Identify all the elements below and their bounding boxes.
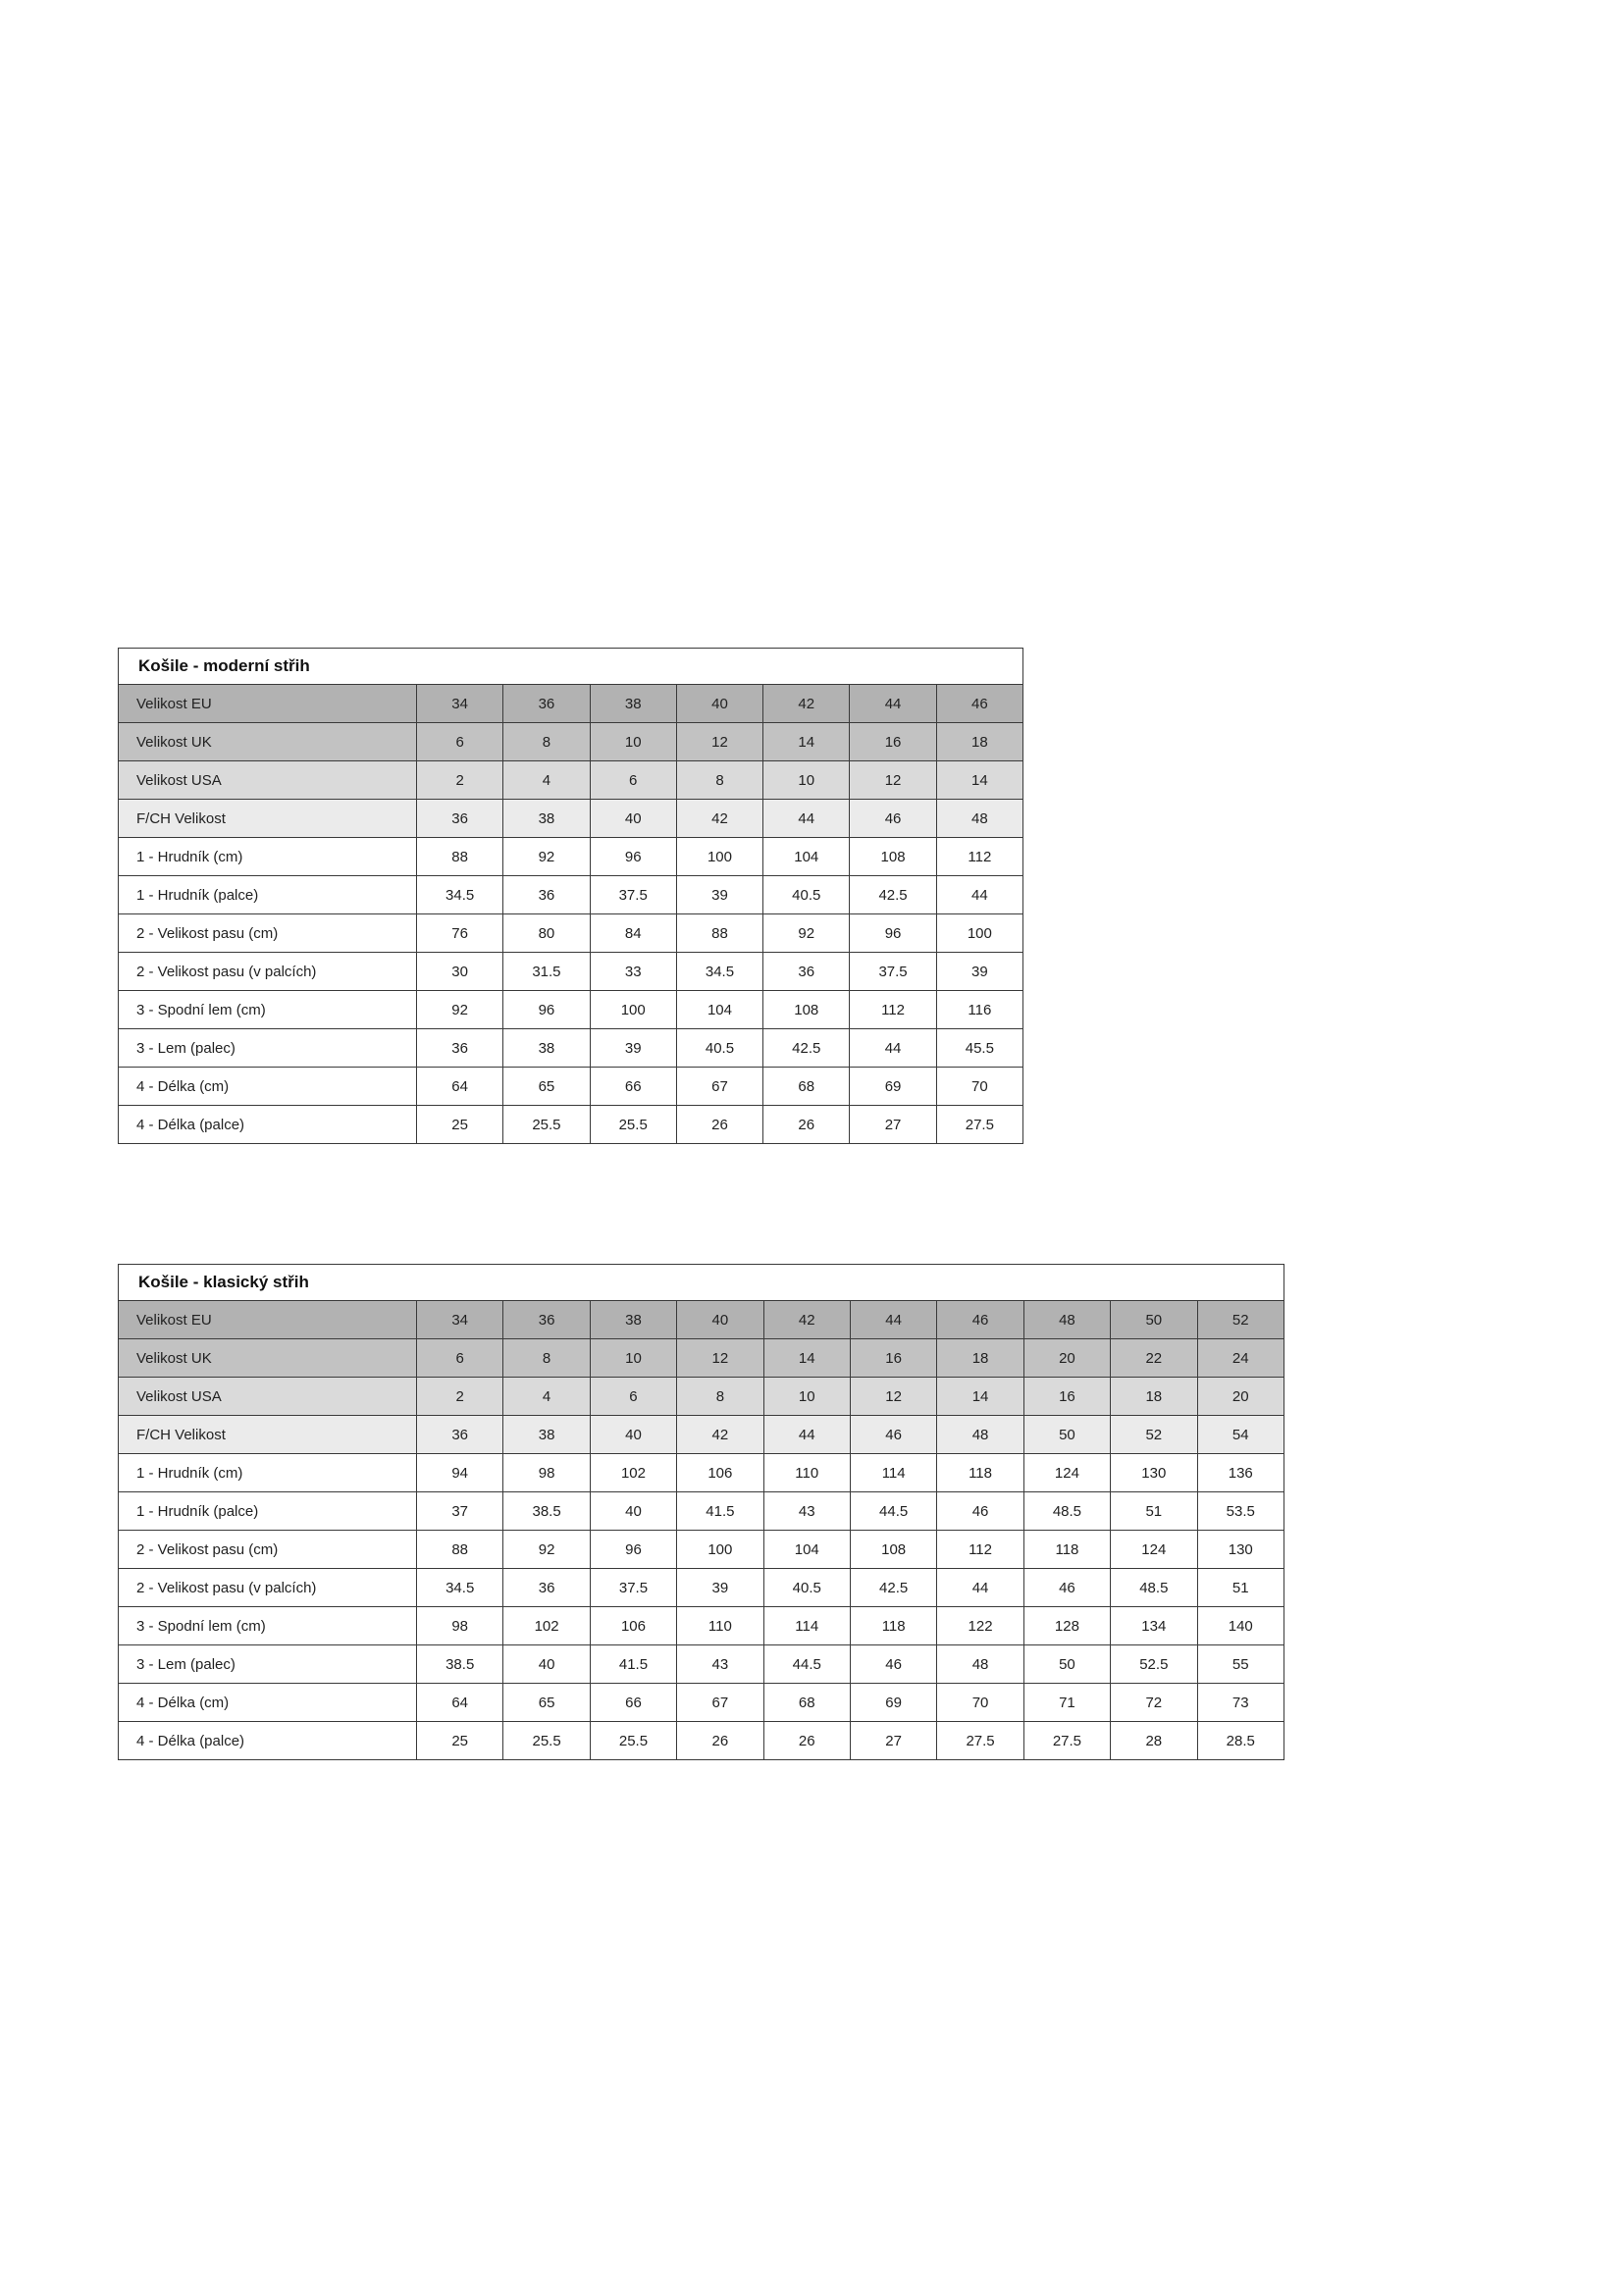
table-cell: 31.5 xyxy=(503,953,590,991)
table-cell: 92 xyxy=(417,991,503,1029)
table-title-row xyxy=(119,1265,1284,1301)
table-cell: 12 xyxy=(677,1339,763,1378)
table-cell: 18 xyxy=(937,1339,1023,1378)
row-label: 2 - Velikost pasu (v palcích) xyxy=(119,953,417,991)
table-cell: 10 xyxy=(763,1378,850,1416)
table-cell: 84 xyxy=(590,914,676,953)
table-cell: 14 xyxy=(937,1378,1023,1416)
table-cell: 69 xyxy=(850,1684,936,1722)
table-cell: 18 xyxy=(936,723,1022,761)
table-cell: 48.5 xyxy=(1111,1569,1197,1607)
table-cell: 118 xyxy=(937,1454,1023,1492)
measurement-row xyxy=(119,991,1023,1029)
table-cell: 46 xyxy=(1023,1569,1110,1607)
table-cell: 130 xyxy=(1197,1531,1283,1569)
table-cell: 6 xyxy=(417,1339,503,1378)
table-cell: 112 xyxy=(936,838,1022,876)
table-cell: 27.5 xyxy=(1023,1722,1110,1760)
table-cell: 108 xyxy=(850,838,936,876)
table-cell: 92 xyxy=(763,914,850,953)
size-table-modern-fit xyxy=(118,648,1023,1144)
table-cell: 68 xyxy=(763,1068,850,1106)
table-cell: 42 xyxy=(677,1416,763,1454)
table-cell: 27.5 xyxy=(937,1722,1023,1760)
table-cell: 44 xyxy=(850,1029,936,1068)
table-cell: 70 xyxy=(936,1068,1022,1106)
table-cell: 42.5 xyxy=(850,876,936,914)
table-cell: 36 xyxy=(763,953,850,991)
table-cell: 43 xyxy=(677,1645,763,1684)
table-cell: 34.5 xyxy=(676,953,762,991)
size-table-body xyxy=(119,649,1023,1144)
measurement-row xyxy=(119,1684,1284,1722)
table-cell: 124 xyxy=(1023,1454,1110,1492)
table-cell: 88 xyxy=(417,838,503,876)
table-cell: 40 xyxy=(676,685,762,723)
table-cell: 104 xyxy=(763,838,850,876)
table-cell: 100 xyxy=(676,838,762,876)
table-cell: 26 xyxy=(763,1722,850,1760)
table-cell: 34.5 xyxy=(417,1569,503,1607)
table-cell: 50 xyxy=(1023,1416,1110,1454)
table-cell: 8 xyxy=(676,761,762,800)
table-cell: 96 xyxy=(503,991,590,1029)
table-cell: 25.5 xyxy=(590,1106,676,1144)
table-cell: 116 xyxy=(936,991,1022,1029)
table-cell: 37.5 xyxy=(590,1569,676,1607)
table-cell: 41.5 xyxy=(677,1492,763,1531)
table-cell: 44 xyxy=(936,876,1022,914)
table-cell: 64 xyxy=(417,1684,503,1722)
row-label: 3 - Lem (palec) xyxy=(119,1645,417,1684)
table-cell: 100 xyxy=(677,1531,763,1569)
measurement-row xyxy=(119,1068,1023,1106)
table-cell: 65 xyxy=(503,1068,590,1106)
table-cell: 6 xyxy=(417,723,503,761)
table-cell: 44.5 xyxy=(763,1645,850,1684)
table-cell: 124 xyxy=(1111,1531,1197,1569)
table-cell: 27.5 xyxy=(936,1106,1022,1144)
table-cell: 108 xyxy=(763,991,850,1029)
size-row-uk xyxy=(119,1339,1284,1378)
table-cell: 48 xyxy=(936,800,1022,838)
table-cell: 10 xyxy=(763,761,850,800)
table-cell: 28 xyxy=(1111,1722,1197,1760)
table-cell: 46 xyxy=(936,685,1022,723)
table-title: Košile - moderní střih xyxy=(119,649,1023,685)
row-label: Velikost EU xyxy=(119,685,417,723)
table-cell: 25.5 xyxy=(590,1722,676,1760)
table-cell: 36 xyxy=(417,800,503,838)
table-cell: 42.5 xyxy=(763,1029,850,1068)
table-cell: 48 xyxy=(1023,1301,1110,1339)
table-cell: 69 xyxy=(850,1068,936,1106)
size-row-eu xyxy=(119,1301,1284,1339)
row-label: 4 - Délka (cm) xyxy=(119,1684,417,1722)
table-cell: 40 xyxy=(590,1492,676,1531)
table-cell: 42.5 xyxy=(850,1569,936,1607)
table-cell: 38.5 xyxy=(503,1492,590,1531)
table-cell: 10 xyxy=(590,1339,676,1378)
size-row-usa xyxy=(119,1378,1284,1416)
table-cell: 67 xyxy=(676,1068,762,1106)
table-cell: 38 xyxy=(503,800,590,838)
table-cell: 26 xyxy=(677,1722,763,1760)
table-cell: 44 xyxy=(763,1416,850,1454)
table-cell: 10 xyxy=(590,723,676,761)
table-cell: 36 xyxy=(503,876,590,914)
table-cell: 25.5 xyxy=(503,1106,590,1144)
size-row-fch xyxy=(119,1416,1284,1454)
table-cell: 26 xyxy=(763,1106,850,1144)
table-cell: 16 xyxy=(850,723,936,761)
table-cell: 118 xyxy=(850,1607,936,1645)
table-cell: 20 xyxy=(1023,1339,1110,1378)
table-title-row xyxy=(119,649,1023,685)
measurement-row xyxy=(119,1492,1284,1531)
measurement-row xyxy=(119,1029,1023,1068)
table-cell: 6 xyxy=(590,1378,676,1416)
table-cell: 118 xyxy=(1023,1531,1110,1569)
table-cell: 140 xyxy=(1197,1607,1283,1645)
table-cell: 8 xyxy=(503,1339,590,1378)
table-cell: 40 xyxy=(590,1416,676,1454)
table-cell: 122 xyxy=(937,1607,1023,1645)
row-label: Velikost EU xyxy=(119,1301,417,1339)
size-row-fch xyxy=(119,800,1023,838)
table-cell: 34.5 xyxy=(417,876,503,914)
table-cell: 114 xyxy=(850,1454,936,1492)
table-cell: 37 xyxy=(417,1492,503,1531)
table-cell: 40.5 xyxy=(676,1029,762,1068)
table-cell: 102 xyxy=(590,1454,676,1492)
table-cell: 66 xyxy=(590,1684,676,1722)
table-cell: 112 xyxy=(937,1531,1023,1569)
row-label: Velikost UK xyxy=(119,1339,417,1378)
table-cell: 64 xyxy=(417,1068,503,1106)
table-cell: 106 xyxy=(677,1454,763,1492)
table-cell: 110 xyxy=(763,1454,850,1492)
size-row-uk xyxy=(119,723,1023,761)
table-cell: 52 xyxy=(1197,1301,1283,1339)
row-label: Velikost USA xyxy=(119,761,417,800)
table-cell: 25.5 xyxy=(503,1722,590,1760)
table-cell: 52 xyxy=(1111,1416,1197,1454)
table-cell: 18 xyxy=(1111,1378,1197,1416)
table-cell: 136 xyxy=(1197,1454,1283,1492)
measurement-row xyxy=(119,1607,1284,1645)
table-cell: 104 xyxy=(676,991,762,1029)
table-cell: 42 xyxy=(763,685,850,723)
table-cell: 42 xyxy=(676,800,762,838)
table-cell: 46 xyxy=(850,800,936,838)
measurement-row xyxy=(119,876,1023,914)
table-cell: 100 xyxy=(590,991,676,1029)
table-cell: 34 xyxy=(417,685,503,723)
table-cell: 39 xyxy=(936,953,1022,991)
table-cell: 33 xyxy=(590,953,676,991)
table-cell: 94 xyxy=(417,1454,503,1492)
table-cell: 106 xyxy=(590,1607,676,1645)
table-cell: 6 xyxy=(590,761,676,800)
size-row-usa xyxy=(119,761,1023,800)
table-cell: 14 xyxy=(763,723,850,761)
table-cell: 76 xyxy=(417,914,503,953)
table-cell: 42 xyxy=(763,1301,850,1339)
measurement-row xyxy=(119,838,1023,876)
table-cell: 50 xyxy=(1023,1645,1110,1684)
table-cell: 27 xyxy=(850,1722,936,1760)
size-table-classic-fit xyxy=(118,1264,1284,1760)
table-cell: 36 xyxy=(503,1301,590,1339)
table-cell: 28.5 xyxy=(1197,1722,1283,1760)
table-cell: 50 xyxy=(1111,1301,1197,1339)
table-cell: 25 xyxy=(417,1106,503,1144)
table-cell: 92 xyxy=(503,838,590,876)
table-cell: 12 xyxy=(676,723,762,761)
table-cell: 38 xyxy=(590,685,676,723)
table-title: Košile - klasický střih xyxy=(119,1265,1284,1301)
table-cell: 128 xyxy=(1023,1607,1110,1645)
table-cell: 39 xyxy=(677,1569,763,1607)
table-cell: 37.5 xyxy=(850,953,936,991)
table-cell: 34 xyxy=(417,1301,503,1339)
row-label: 1 - Hrudník (cm) xyxy=(119,1454,417,1492)
row-label: 3 - Spodní lem (cm) xyxy=(119,1607,417,1645)
table-cell: 36 xyxy=(417,1029,503,1068)
table-cell: 39 xyxy=(590,1029,676,1068)
table-cell: 68 xyxy=(763,1684,850,1722)
measurement-row xyxy=(119,1569,1284,1607)
table-cell: 37.5 xyxy=(590,876,676,914)
table-cell: 27 xyxy=(850,1106,936,1144)
table-cell: 134 xyxy=(1111,1607,1197,1645)
table-cell: 114 xyxy=(763,1607,850,1645)
measurement-row xyxy=(119,953,1023,991)
table-cell: 40.5 xyxy=(763,876,850,914)
table-cell: 108 xyxy=(850,1531,936,1569)
table-cell: 2 xyxy=(417,1378,503,1416)
size-row-eu xyxy=(119,685,1023,723)
row-label: 3 - Lem (palec) xyxy=(119,1029,417,1068)
table-cell: 100 xyxy=(936,914,1022,953)
table-cell: 92 xyxy=(503,1531,590,1569)
table-cell: 110 xyxy=(677,1607,763,1645)
table-cell: 46 xyxy=(850,1416,936,1454)
table-cell: 96 xyxy=(590,1531,676,1569)
row-label: 4 - Délka (palce) xyxy=(119,1106,417,1144)
table-cell: 88 xyxy=(417,1531,503,1569)
table-cell: 36 xyxy=(503,1569,590,1607)
table-cell: 8 xyxy=(677,1378,763,1416)
table-cell: 46 xyxy=(850,1645,936,1684)
table-cell: 14 xyxy=(936,761,1022,800)
row-label: F/CH Velikost xyxy=(119,800,417,838)
table-cell: 36 xyxy=(503,685,590,723)
table-cell: 36 xyxy=(417,1416,503,1454)
row-label: 4 - Délka (cm) xyxy=(119,1068,417,1106)
table-cell: 104 xyxy=(763,1531,850,1569)
table-cell: 38 xyxy=(503,1029,590,1068)
table-cell: 98 xyxy=(417,1607,503,1645)
table-cell: 12 xyxy=(850,1378,936,1416)
table-cell: 2 xyxy=(417,761,503,800)
table-cell: 38 xyxy=(590,1301,676,1339)
row-label: 2 - Velikost pasu (cm) xyxy=(119,914,417,953)
table-cell: 16 xyxy=(850,1339,936,1378)
table-cell: 40 xyxy=(677,1301,763,1339)
table-cell: 73 xyxy=(1197,1684,1283,1722)
measurement-row xyxy=(119,1645,1284,1684)
row-label: Velikost USA xyxy=(119,1378,417,1416)
table-cell: 46 xyxy=(937,1301,1023,1339)
table-cell: 40 xyxy=(503,1645,590,1684)
table-cell: 48.5 xyxy=(1023,1492,1110,1531)
table-cell: 48 xyxy=(937,1645,1023,1684)
table-cell: 53.5 xyxy=(1197,1492,1283,1531)
table-cell: 96 xyxy=(850,914,936,953)
table-cell: 44.5 xyxy=(850,1492,936,1531)
measurement-row xyxy=(119,1106,1023,1144)
table-cell: 39 xyxy=(676,876,762,914)
row-label: 1 - Hrudník (palce) xyxy=(119,876,417,914)
table-cell: 80 xyxy=(503,914,590,953)
table-cell: 25 xyxy=(417,1722,503,1760)
table-cell: 45.5 xyxy=(936,1029,1022,1068)
table-cell: 8 xyxy=(503,723,590,761)
table-cell: 14 xyxy=(763,1339,850,1378)
table-cell: 24 xyxy=(1197,1339,1283,1378)
table-cell: 48 xyxy=(937,1416,1023,1454)
measurement-row xyxy=(119,1454,1284,1492)
table-cell: 44 xyxy=(937,1569,1023,1607)
table-cell: 16 xyxy=(1023,1378,1110,1416)
table-cell: 46 xyxy=(937,1492,1023,1531)
row-label: F/CH Velikost xyxy=(119,1416,417,1454)
measurement-row xyxy=(119,1531,1284,1569)
table-cell: 52.5 xyxy=(1111,1645,1197,1684)
table-cell: 30 xyxy=(417,953,503,991)
table-cell: 130 xyxy=(1111,1454,1197,1492)
table-cell: 71 xyxy=(1023,1684,1110,1722)
table-cell: 4 xyxy=(503,1378,590,1416)
row-label: 1 - Hrudník (cm) xyxy=(119,838,417,876)
table-cell: 70 xyxy=(937,1684,1023,1722)
table-cell: 67 xyxy=(677,1684,763,1722)
row-label: Velikost UK xyxy=(119,723,417,761)
table-cell: 51 xyxy=(1197,1569,1283,1607)
row-label: 4 - Délka (palce) xyxy=(119,1722,417,1760)
table-cell: 44 xyxy=(850,1301,936,1339)
measurement-row xyxy=(119,914,1023,953)
table-cell: 112 xyxy=(850,991,936,1029)
table-cell: 40 xyxy=(590,800,676,838)
size-table-body xyxy=(119,1265,1284,1760)
table-cell: 88 xyxy=(676,914,762,953)
table-cell: 38 xyxy=(503,1416,590,1454)
table-cell: 4 xyxy=(503,761,590,800)
table-cell: 98 xyxy=(503,1454,590,1492)
table-cell: 20 xyxy=(1197,1378,1283,1416)
table-cell: 38.5 xyxy=(417,1645,503,1684)
row-label: 2 - Velikost pasu (v palcích) xyxy=(119,1569,417,1607)
table-cell: 51 xyxy=(1111,1492,1197,1531)
table-cell: 55 xyxy=(1197,1645,1283,1684)
table-cell: 22 xyxy=(1111,1339,1197,1378)
row-label: 3 - Spodní lem (cm) xyxy=(119,991,417,1029)
table-cell: 40.5 xyxy=(763,1569,850,1607)
row-label: 2 - Velikost pasu (cm) xyxy=(119,1531,417,1569)
table-cell: 44 xyxy=(850,685,936,723)
table-cell: 12 xyxy=(850,761,936,800)
table-cell: 54 xyxy=(1197,1416,1283,1454)
table-cell: 26 xyxy=(676,1106,762,1144)
table-cell: 43 xyxy=(763,1492,850,1531)
table-cell: 72 xyxy=(1111,1684,1197,1722)
table-cell: 41.5 xyxy=(590,1645,676,1684)
table-cell: 102 xyxy=(503,1607,590,1645)
table-cell: 65 xyxy=(503,1684,590,1722)
measurement-row xyxy=(119,1722,1284,1760)
table-cell: 96 xyxy=(590,838,676,876)
table-cell: 66 xyxy=(590,1068,676,1106)
table-cell: 44 xyxy=(763,800,850,838)
row-label: 1 - Hrudník (palce) xyxy=(119,1492,417,1531)
